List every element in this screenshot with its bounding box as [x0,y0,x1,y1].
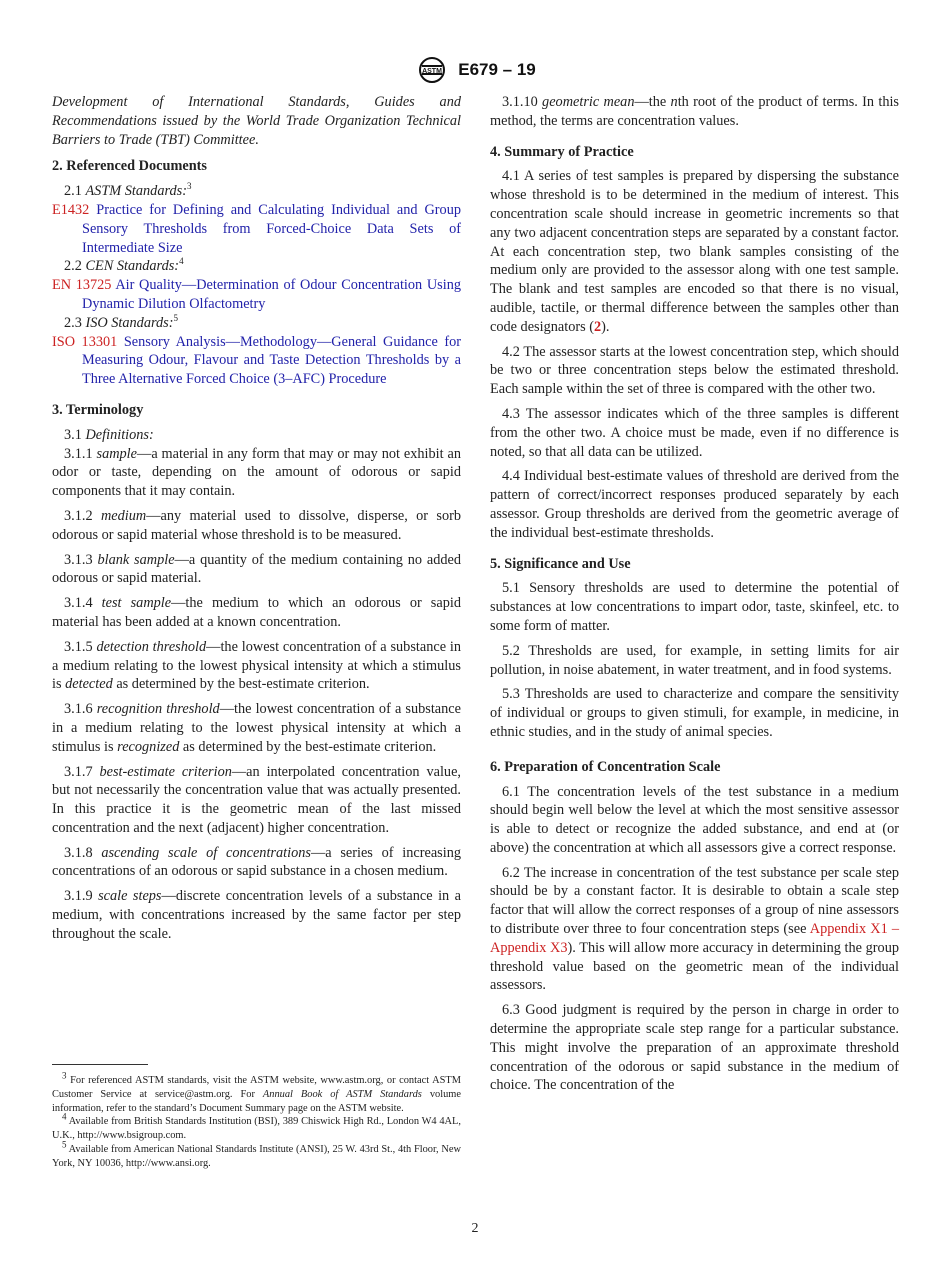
left-column [52,93,461,944]
paragraph-5-1: 5.1 Sensory thresholds are used to determine the potential of substances at low concentrations to impart odor, taste, skinfeel, etc. to some form of matter. [490,580,899,634]
footnote-4: $^4$ Available from British Standards Institution (BSI), 389 Chiswick High Rd., London W4 4AL, U.K., http://www.bsigroup.com. [52,1111,461,1142]
reference-code[interactable]: ISO 13301 [52,333,118,350]
section-2-heading: 2. Referenced Documents [52,158,207,175]
cen-standards-label: 2.2 CEN Standards:$^4$ [64,256,184,275]
paragraph-5-3: 5.3 Thresholds are used to characterize and compare the sensitivity of individual or groups to given stimuli, for example, in medicine, in ethnic studies, and in the study of animal species. [490,686,899,740]
definition-3-1-8: 3.1.8 ascending scale of concentrations—a series of increasing concentrations of an odorous or sapid substance in a chosen medium. [52,844,461,880]
reference-code[interactable]: E1432 [52,201,90,218]
reference-link-2[interactable]: 2 [594,318,602,335]
footnotes [52,1070,461,1171]
definition-3-1-2: 3.1.2 medium—any material used to dissolve, disperse, or sorb odorous or sapid material whose threshold is to be measured. [52,507,462,543]
paragraph-5-2: 5.2 Thresholds are used, for example, in setting limits for air pollution, in noise abatement, in water treatment, and in food systems. [490,642,899,678]
section-3-heading: 3. Terminology [52,401,144,418]
definition-3-1-1: 3.1.1 sample—a material in any form that may or may not exhibit an odor or taste, depending on the amount of odorous or sapid components that it may contain. [52,445,461,500]
footnote-5: $^5$ Available from American National Standards Institute (ANSI), 25 W. 43rd St., 4th Floor, New York, NY 10036, http://www.ansi.org. [52,1139,461,1169]
definition-3-1-9: 3.1.9 scale steps—discrete concentration levels of a substance in a medium, with concentrations increased by the same factor per step throughout the scale. [52,888,461,942]
page-header [0,56,950,84]
reference-title[interactable]: Practice for Defining and Calculating Individual and Group Sensory Thresholds from Forced-Choice Data Sets of Intermediate Size [82,201,462,256]
reference-en13725[interactable] [52,276,461,314]
reference-code[interactable]: EN 13725 [52,277,112,294]
section-6-heading: 6. Preparation of Concentration Scale [490,758,721,775]
appendix-link[interactable]: Appendix X1 – Appendix X3 [490,921,899,956]
svg-text:ASTM: ASTM [422,68,443,75]
definition-3-1-7: 3.1.7 best-estimate criterion—an interpolated concentration value, but not necessarily the concentration value that was actually presented. In this practice it is the geometric mean of the last missed concentration and the next (adjacent) higher concentration. [52,763,461,836]
definition-3-1-3: 3.1.3 blank sample—a quantity of the medium containing no added odorous or sapid material. [52,551,462,587]
reference-e1432[interactable] [52,201,461,257]
paragraph-4-3: 4.3 The assessor indicates which of the three samples is different from the other two. A choice must be made, even if no difference is noted, so that all data can be utilized. [490,405,899,460]
paragraph-6-3: 6.3 Good judgment is required by the person in charge in order to determine the appropriate scale step range for a particular substance. This might involve the preparation of an approximate threshold concentration of the odorous or sapid substance in the medium of choice. The concentration of the [490,1002,899,1094]
definition-3-1-4: 3.1.4 test sample—the medium to which an odorous or sapid material has been added at a known concentration. [52,595,461,630]
paragraph-4-4: 4.4 Individual best-estimate values of threshold are derived from the pattern of correct/incorrect responses produced separately by each assessor. Group thresholds are derived from the geometric average of the individual best-estimate thresholds. [490,468,899,541]
section-5-heading: 5. Significance and Use [490,555,631,572]
paragraph-6-1: 6.1 The concentration levels of the test substance in a medium should begin well below the level at which the most sensitive assessor is able to detect or recognize the added substance, and end at (or above) the concentration at which all assessors give a correct response. [490,783,899,856]
reference-title[interactable]: Sensory Analysis—Methodology—General Guidance for Measuring Odour, Flavour and Taste Detection Thresholds by a Three Alternative Forced Choice (3–AFC) Procedure [82,333,461,388]
right-column [490,93,899,1095]
definition-3-1-10: 3.1.10 geometric mean—the nth root of the product of terms. In this method, the terms are concentration values. [490,94,899,129]
definition-3-1-5: 3.1.5 detection threshold—the lowest concentration of a substance in a medium relating to the lowest physical intensity at which a stimulus is detected as determined by the best-estimate criterion. [52,638,461,693]
paragraph-4-1: 4.1 A series of test samples is prepared by dispersing the substance whose threshold is to be determined in the medium of interest. This concentration scale should increase in geometric increments so that any two adjacent concentration steps are separated by a constant factor. At each concentration step, two blank samples consisting of the medium only are provided to the assessor along with one test sample. The blank and test samples are encoded so that there is no visual, audible, tactile, or thermal difference between the samples other than code designators (2). [490,168,899,335]
reference-iso13301[interactable] [52,333,461,389]
astm-logo-icon [414,56,450,84]
page-number: 2 [471,1221,479,1236]
footnote-3: $^3$ For referenced ASTM standards, visit the ASTM website, www.astm.org, or contact ASTM Customer Service at service@astm.org. For Annual Book of ASTM Standards volume information, refer to the standard’s Document Summary page on the ASTM website. [52,1070,461,1114]
iso-standards-label: 2.3 ISO Standards:$^5$ [64,313,178,331]
reference-title[interactable]: Air Quality—Determination of Odour Concentration Using Dynamic Dilution Olfactometry [82,277,461,312]
footnote-divider [52,1064,148,1065]
definition-3-1-6: 3.1.6 recognition threshold—the lowest concentration of a substance in a medium relating to the lowest physical intensity at which a stimulus is recognized as determined by the best-estimate criterion. [52,701,461,755]
document-code: E679 – 19 [458,60,536,79]
section-4-heading: 4. Summary of Practice [490,143,634,160]
intro-paragraph: Development of International Standards, Guides and Recommendations issued by the World Trade Organization Technical Barriers to Trade (TBT) Committee. [52,94,461,148]
definition-3-1: 3.1 Definitions: [64,426,154,443]
astm-standards-label: 2.1 ASTM Standards:$^3$ [64,181,192,200]
paragraph-4-2: 4.2 The assessor starts at the lowest concentration step, which should be two or three concentration steps below the estimated threshold. Each sample within the set of three is compared with the other two. [490,343,899,398]
paragraph-6-2: 6.2 The increase in concentration of the test substance per scale step should be by a constant factor. It is desirable to obtain a scale step factor that will allow the correct responses of a group of nine assessors to distribute over three to four concentration steps (see Appendix X1 – Appendix X3). This will allow more accuracy in determining the group threshold value based on the geometric mean of the individual assessors. [490,864,900,994]
